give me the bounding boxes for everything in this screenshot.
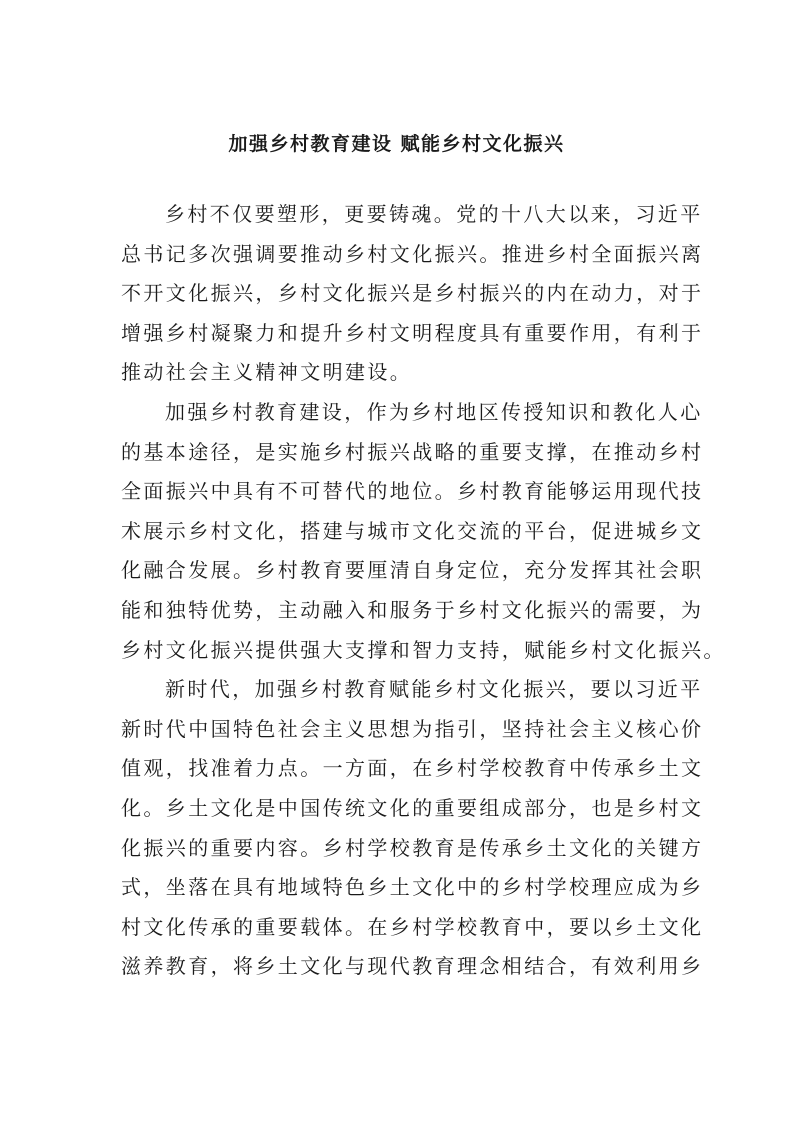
paragraph-3-line-2: 新时代中国特色社会主义思想为指引，坚持社会主义核心价 (121, 716, 704, 741)
paragraph-1-line-2: 总书记多次强调要推动乡村文化振兴。推进乡村全面振兴离 (121, 241, 704, 266)
paragraph-1-line-3: 不开文化振兴，乡村文化振兴是乡村振兴的内在动力，对于 (121, 281, 704, 306)
paragraph-2-line-7: 乡村文化振兴提供强大支撑和智力支持，赋能乡村文化振兴。 (121, 637, 726, 662)
paragraph-1-line-4: 增强乡村凝聚力和提升乡村文明程度具有重要作用，有利于 (121, 320, 704, 345)
paragraph-1-line-5: 推动社会主义精神文明建设。 (121, 360, 413, 385)
document-body (121, 195, 726, 987)
paragraph-2-line-1: 加强乡村教育建设，作为乡村地区传授知识和教化人心 (165, 399, 703, 424)
paragraph-2-line-6: 能和独特优势，主动融入和服务于乡村文化振兴的需要，为 (121, 597, 704, 622)
paragraph-1-line-1: 乡村不仅要塑形，更要铸魂。党的十八大以来，习近平 (165, 202, 703, 226)
paragraph-3-line-4: 化。乡土文化是中国传统文化的重要组成部分，也是乡村文 (121, 795, 704, 820)
paragraph-3-line-6: 式，坐落在具有地域特色乡土文化中的乡村学校理应成为乡 (121, 875, 704, 900)
paragraph-3-line-1: 新时代，加强乡村教育赋能乡村文化振兴，要以习近平 (165, 677, 703, 702)
paragraph-2-line-3: 全面振兴中具有不可替代的地位。乡村教育能够运用现代技 (121, 479, 704, 504)
paragraph-2-line-5: 化融合发展。乡村教育要厘清自身定位，充分发挥其社会职 (121, 558, 704, 583)
paragraph-3-line-3: 值观，找准着力点。一方面，在乡村学校教育中传承乡土文 (121, 756, 704, 781)
paragraph-2-line-2: 的基本途径，是实施乡村振兴战略的重要支撑，在推动乡村 (121, 439, 704, 464)
paragraph-3-line-5: 化振兴的重要内容。乡村学校教育是传承乡土文化的关键方 (121, 835, 704, 860)
paragraph-3-line-8: 滋养教育，将乡土文化与现代教育理念相结合，有效利用乡 (121, 954, 704, 979)
document-title: 加强乡村教育建设 赋能乡村文化振兴 (228, 133, 565, 155)
paragraph-2-line-4: 术展示乡村文化，搭建与城市文化交流的平台，促进城乡文 (121, 518, 704, 543)
paragraph-3-line-7: 村文化传承的重要载体。在乡村学校教育中，要以乡土文化 (121, 914, 704, 939)
